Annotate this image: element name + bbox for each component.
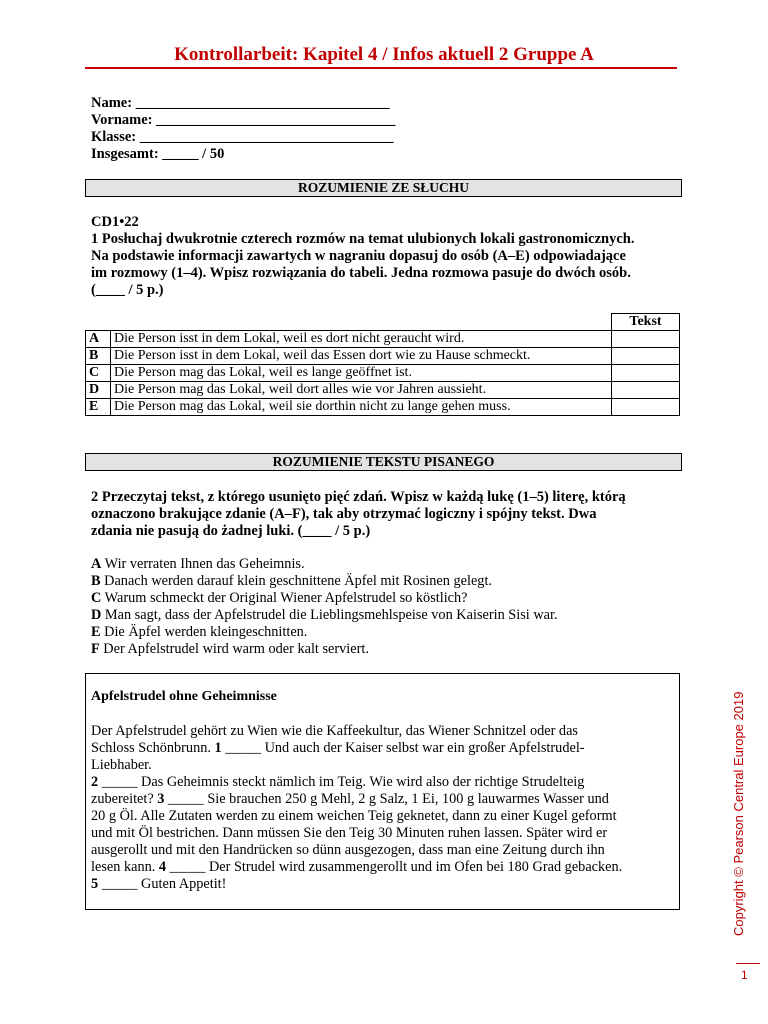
answer-cell[interactable]	[612, 365, 680, 382]
table-row	[86, 382, 680, 399]
reading-text-title: Apfelstrudel ohne Geheimnisse	[91, 689, 277, 704]
table-row	[86, 348, 680, 365]
cd-track: CD1•22	[91, 214, 139, 230]
option-letter: E	[91, 624, 101, 640]
matching-table	[85, 313, 680, 416]
answer-cell[interactable]	[612, 348, 680, 365]
title-underline	[85, 67, 677, 69]
instruction-line: im rozmowy (1–4). Wpisz rozwiązania do tabeli. Jedna rozmowa pasuje do dwóch osób.	[91, 265, 631, 281]
answer-cell[interactable]	[612, 331, 680, 348]
footer-divider	[736, 963, 760, 964]
row-letter: E	[86, 399, 111, 416]
option-item	[91, 607, 558, 624]
section-banner-listening: ROZUMIENIE ZE SŁUCHU	[85, 179, 682, 197]
instruction-line: oznaczono brakujące zdanie (A–F), tak aby otrzymać logiczny i spójny tekst. Dwa	[91, 506, 597, 522]
table-row	[86, 365, 680, 382]
gap-number: 5	[91, 876, 99, 892]
row-text: Die Person mag das Lokal, weil dort alles wie vor Jahren aussieht.	[111, 382, 612, 399]
text-line: Liebhaber.	[91, 757, 152, 773]
text-line: 20 g Öl. Alle Zutaten werden zu einem weichen Teig geknetet, dann zu einer Kugel geformt	[91, 808, 617, 824]
option-letter: D	[91, 607, 102, 623]
table-row	[86, 399, 680, 416]
text-line: Der Apfelstrudel gehört zu Wien wie die Kaffeekultur, das Wiener Schnitzel oder das	[91, 723, 578, 739]
text-line: ausgerollt und mit den Handrücken so dünn ausgezogen, dass man eine Zeitung durch ihn	[91, 842, 605, 858]
page-number: 1	[741, 968, 748, 982]
student-info	[91, 95, 395, 163]
instruction-line: 1 Posłuchaj dwukrotnie czterech rozmów na temat ulubionych lokali gastronomicznych.	[91, 231, 635, 247]
row-text: Die Person isst in dem Lokal, weil das Essen dort wie zu Hause schmeckt.	[111, 348, 612, 365]
option-text: Danach werden darauf klein geschnittene Äpfel mit Rosinen gelegt.	[100, 573, 492, 589]
gap-number: 3	[157, 791, 165, 807]
option-text: Wir verraten Ihnen das Geheimnis.	[101, 556, 305, 572]
row-letter: C	[86, 365, 111, 382]
option-letter: C	[91, 590, 102, 606]
table-row	[86, 331, 680, 348]
option-text: Die Äpfel werden kleingeschnitten.	[100, 624, 308, 640]
option-letter: B	[91, 573, 101, 589]
klasse-field: Klasse: ___________________________________	[91, 129, 394, 145]
gap-number: 2	[91, 774, 99, 790]
row-letter: B	[86, 348, 111, 365]
text-line: und mit Öl bestrichen. Dann müssen Sie den Teig 30 Minuten ruhen lassen. Später wird er	[91, 825, 608, 841]
text-line: 5 _____ Guten Appetit!	[91, 876, 227, 892]
option-item	[91, 641, 558, 658]
option-text: Warum schmeckt der Original Wiener Apfelstrudel so köstlich?	[101, 590, 468, 606]
page-title: Kontrollarbeit: Kapitel 4 / Infos aktuell 2 Gruppe A	[174, 44, 594, 65]
instruction-line: Na podstawie informacji zawartych w nagraniu dopasuj do osób (A–E) odpowiadające	[91, 248, 626, 264]
row-text: Die Person mag das Lokal, weil es lange geöffnet ist.	[111, 365, 612, 382]
text-line: Schloss Schönbrunn. 1 _____ Und auch der Kaiser selbst war ein großer Apfelstrudel-	[91, 740, 585, 756]
table-header-row	[86, 314, 680, 331]
option-text: Man sagt, dass der Apfelstrudel die Lieblingsmehlspeise von Kaiserin Sisi war.	[101, 607, 558, 623]
copyright-notice: Copyright © Pearson Central Europe 2019	[731, 691, 746, 936]
instruction-line: zdania nie pasują do żadnej luki. (____ / 5 p.)	[91, 523, 371, 539]
row-letter: D	[86, 382, 111, 399]
sentence-options	[91, 556, 558, 658]
reading-paragraph-1	[91, 723, 671, 774]
text-line: zubereitet? 3 _____ Sie brauchen 250 g Mehl, 2 g Salz, 1 Ei, 100 g lauwarmes Wasser und	[91, 791, 609, 807]
option-item	[91, 590, 558, 607]
text-line: lesen kann. 4 _____ Der Strudel wird zusammengerollt und im Ofen bei 180 Grad gebacken.	[91, 859, 623, 875]
option-text: Der Apfelstrudel wird warm oder kalt serviert.	[99, 641, 369, 657]
name-field: Name: ___________________________________	[91, 95, 390, 111]
reading-paragraph-2	[91, 774, 671, 893]
option-item	[91, 556, 558, 573]
task2-instructions	[91, 489, 681, 540]
column-header-tekst: Tekst	[612, 314, 680, 331]
gap-number: 4	[158, 859, 167, 875]
option-letter: F	[91, 641, 100, 657]
vorname-field: Vorname: _________________________________	[91, 112, 396, 128]
option-item	[91, 624, 558, 641]
option-item	[91, 573, 558, 590]
option-letter: A	[91, 556, 102, 572]
answer-cell[interactable]	[612, 399, 680, 416]
instruction-line: 2 Przeczytaj tekst, z którego usunięto pięć zdań. Wpisz w każdą lukę (1–5) literę, którą	[91, 489, 626, 505]
answer-cell[interactable]	[612, 382, 680, 399]
row-text: Die Person mag das Lokal, weil sie dorthin nicht zu lange gehen muss.	[111, 399, 612, 416]
task1-instructions	[91, 214, 681, 299]
text-line: 2 _____ Das Geheimnis steckt nämlich im Teig. Wie wird also der richtige Strudelteig	[91, 774, 585, 790]
row-letter: A	[86, 331, 111, 348]
instruction-line: (____ / 5 p.)	[91, 282, 164, 298]
score-field: Insgesamt: _____ / 50	[91, 146, 225, 162]
section-banner-reading: ROZUMIENIE TEKSTU PISANEGO	[85, 453, 682, 471]
gap-number: 1	[214, 740, 222, 756]
row-text: Die Person isst in dem Lokal, weil es dort nicht geraucht wird.	[111, 331, 612, 348]
